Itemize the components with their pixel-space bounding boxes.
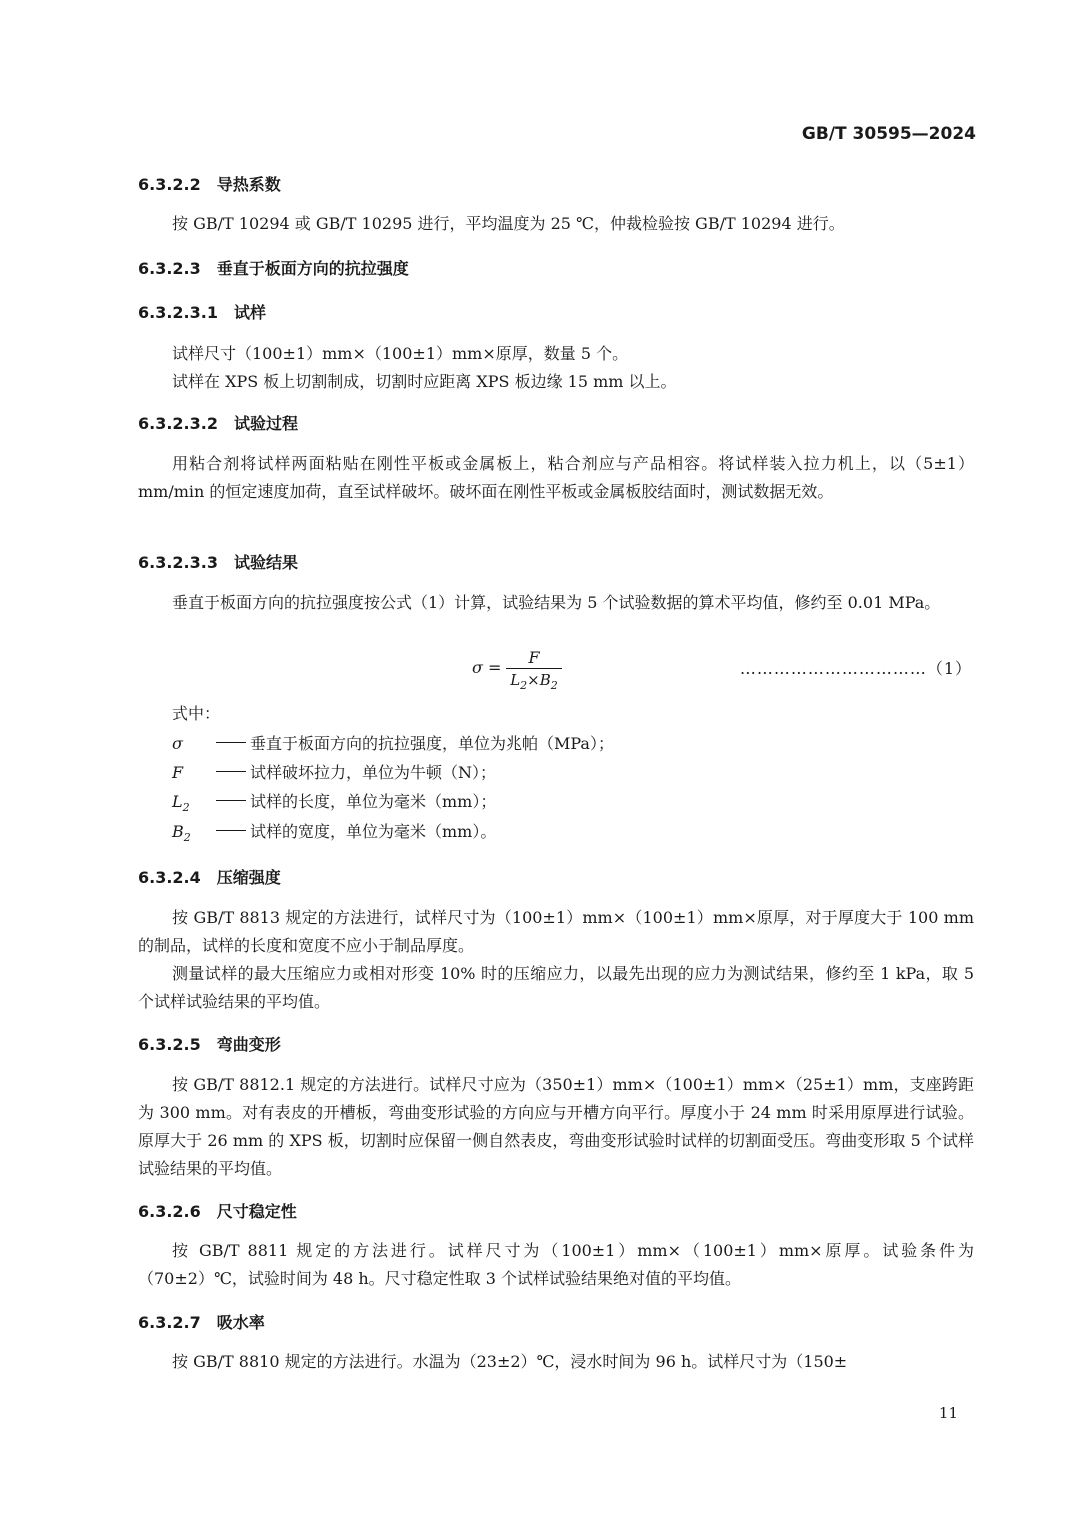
section-heading-6-3-2-3-2 [138, 411, 298, 434]
symbol: $B_2$ [172, 822, 191, 845]
paragraph-text: 按 GB/T 8811 规定的方法进行。试样尺寸为（100±1）mm×（100±1）mm×原厚。试验条件为（70±2）℃，试验时间为 48 h。尺寸稳定性取 3 个试样试验结果绝对值的平均值。 [138, 1241, 974, 1288]
page-number: 11 [938, 1404, 958, 1422]
paragraph-text: 垂直于板面方向的抗拉强度按公式（1）计算，试验结果为 5 个试验数据的算术平均值，修约至 0.01 MPa。 [172, 593, 941, 612]
denom-b: B [539, 671, 551, 689]
section-title: 垂直于板面方向的抗拉强度 [216, 259, 409, 278]
paragraph-text: 按 GB/T 8810 规定的方法进行。水温为（23±2）℃，浸水时间为 96 h。试样尺寸为（150± [172, 1352, 848, 1371]
paragraph-dimensional-stability [138, 1237, 974, 1293]
section-heading-6-3-2-7 [138, 1310, 265, 1333]
section-heading-6-3-2-3-1 [138, 300, 266, 323]
section-title: 导热系数 [216, 175, 281, 194]
symbol-description: 试样的长度，单位为毫米（mm）； [250, 792, 497, 811]
sample-cut-line: 试样在 XPS 板上切割制成，切割时应距离 XPS 板边缘 15 mm 以上。 [172, 372, 677, 391]
symbol-description: 试样破坏拉力，单位为牛顿（N）； [250, 763, 497, 782]
section-number: 6.3.2.6 [138, 1202, 201, 1221]
section-title: 弯曲变形 [216, 1035, 281, 1054]
formula-fraction [506, 648, 562, 691]
where-row-sigma [172, 731, 614, 756]
symbol: $L_2$ [172, 792, 190, 815]
where-row-f [172, 760, 496, 785]
section-heading-6-3-2-3-3 [138, 550, 298, 573]
dash [216, 800, 246, 801]
section-number: 6.3.2.2 [138, 175, 201, 194]
symbol-description: 试样的宽度，单位为毫米（mm）。 [250, 822, 497, 841]
standard-code: GB/T 30595—2024 [801, 124, 976, 144]
section-number: 6.3.2.3 [138, 259, 201, 278]
paragraph-text: 按 GB/T 8813 规定的方法进行，试样尺寸为（100±1）mm×（100±1）mm×原厚，对于厚度大于 100 mm 的制品，试样的长度和宽度不应小于制品厚度。 [138, 908, 974, 955]
section-heading-6-3-2-4 [138, 865, 281, 888]
section-heading-6-3-2-2 [138, 172, 281, 195]
section-number: 6.3.2.3.3 [138, 553, 218, 572]
paragraph-text: 按 GB/T 10294 或 GB/T 10295 进行，平均温度为 25 ℃，仲裁检验按 GB/T 10294 进行。 [172, 214, 845, 233]
paragraph-text: 用粘合剂将试样两面粘贴在刚性平板或金属板上，粘合剂应与产品相容。将试样装入拉力机上，以（5±1）mm/min 的恒定速度加荷，直至试样破坏。破坏面在刚性平板或金属板胶结面时，测试数据无效。 [138, 454, 974, 501]
section-title: 试验过程 [233, 414, 298, 433]
section-title: 尺寸稳定性 [216, 1202, 297, 1221]
section-title: 压缩强度 [216, 868, 281, 887]
sample-size-line: 试样尺寸（100±1）mm×（100±1）mm×原厚，数量 5 个。 [172, 344, 629, 363]
where-row-b2 [172, 819, 496, 844]
dash [216, 830, 246, 831]
where-row-l2 [172, 789, 496, 814]
denom-b-sub: 2 [550, 679, 558, 692]
paragraph-compressive-strength [138, 904, 974, 1016]
dash [216, 742, 246, 743]
denom-l: L [510, 671, 521, 689]
section-number: 6.3.2.4 [138, 868, 201, 887]
formula-lhs: σ [472, 658, 483, 677]
section-number: 6.3.2.5 [138, 1035, 201, 1054]
paragraph-text: 测量试样的最大压缩应力或相对形变 10% 时的压缩应力，以最先出现的应力为测试结果，修约至 1 kPa，取 5 个试样试验结果的平均值。 [138, 964, 974, 1011]
section-title: 试验结果 [233, 553, 298, 572]
formula-equals: = [488, 658, 502, 677]
formula-leader-dots: …………………………… [739, 659, 927, 678]
section-number: 6.3.2.3.1 [138, 303, 218, 322]
formula-denominator [506, 669, 562, 691]
section-heading-6-3-2-5 [138, 1032, 281, 1055]
symbol: F [172, 763, 184, 782]
paragraph-test-process [138, 450, 974, 506]
formula-number-label: （1） [926, 659, 972, 678]
where-intro: 式中： [172, 704, 221, 723]
denom-times: × [527, 671, 540, 689]
symbol-description: 垂直于板面方向的抗拉强度，单位为兆帕（MPa）； [250, 734, 614, 753]
paragraph-text: 按 GB/T 8812.1 规定的方法进行。试样尺寸应为（350±1）mm×（100±1）mm×（25±1）mm，支座跨距为 300 mm。对有表皮的开槽板，弯曲变形试验的方向应与开槽方向平行。厚度小于 24 mm 时采用原厚进行试验。原厚大于 26 mm 的 XPS 板，切割时应保留一侧自然表皮，弯曲变形试验时试样的切割面受压。弯曲变形取 5 个试样试验结果的平均值。 [138, 1075, 974, 1178]
section-heading-6-3-2-3 [138, 256, 409, 279]
paragraph-water-absorption [138, 1348, 974, 1376]
section-title: 吸水率 [216, 1313, 265, 1332]
section-number: 6.3.2.7 [138, 1313, 201, 1332]
paragraph-test-result [138, 589, 974, 617]
section-title: 试样 [233, 303, 266, 322]
formula-number [740, 656, 972, 679]
symbol: σ [172, 734, 183, 753]
paragraph-bending-deformation [138, 1071, 974, 1183]
paragraph-thermal-conductivity [138, 210, 974, 238]
dash [216, 771, 246, 772]
denom-l-sub: 2 [520, 679, 528, 692]
section-heading-6-3-2-6 [138, 1199, 297, 1222]
section-number: 6.3.2.3.2 [138, 414, 218, 433]
formula-numerator: F [528, 648, 540, 667]
